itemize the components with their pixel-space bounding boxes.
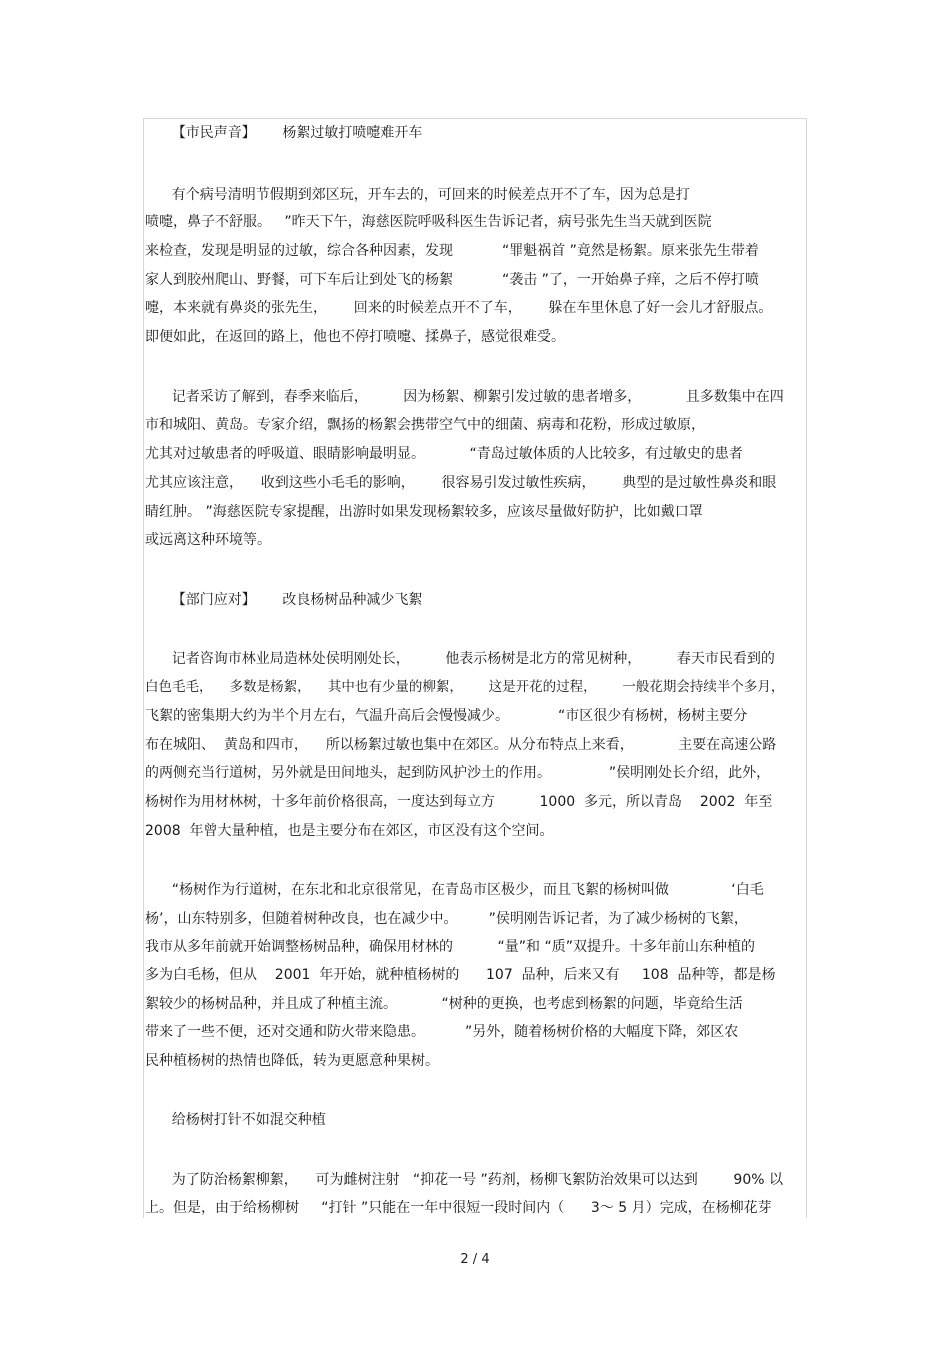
- text-line: 来检查，发现是明显的过敏，综合各种因素，发现 “罪魁祸首 ”竟然是杨絮。原来张先生带着: [145, 243, 759, 259]
- text-line: 民种植杨树的热情也降低，转为更愿意种果树。: [145, 1053, 439, 1069]
- text-line: 有个病号清明节假期到郊区玩，开车去的，可回来的时候差点开不了车，因为总是打: [145, 187, 690, 203]
- text-line: 飞絮的密集期大约为半个月左右，气温升高后会慢慢减少。 “市区很少有杨树，杨树主要分: [145, 708, 748, 724]
- text-line: 喷嚏，鼻子不舒服。 ”昨天下午，海慈医院呼吸科医生告诉记者，病号张先生当天就到医院: [145, 214, 712, 230]
- text-line: “杨树作为行道树，在东北和北京很常见，在青岛市区极少，而且飞絮的杨树叫做 ‘白毛: [145, 882, 764, 898]
- text-line: 即便如此，在返回的路上，他也不停打喷嚏、揉鼻子，感觉很难受。: [145, 329, 565, 345]
- text-line: 给杨树打针不如混交种植: [145, 1112, 326, 1128]
- text-line: 嚏，本来就有鼻炎的张先生， 回来的时候差点开不了车， 躲在车里休息了好一会儿才舒服点。: [145, 300, 773, 316]
- text-line: 家人到胶州爬山、野餐，可下车后让到处飞的杨絮 “袭击 ”了，一开始鼻子痒，之后不停打喷: [145, 272, 759, 288]
- text-line: 记者咨询市林业局造林处侯明刚处长， 他表示杨树是北方的常见树种， 春天市民看到的: [145, 651, 775, 667]
- text-line: 市和城阳、黄岛。专家介绍，飘扬的杨絮会携带空气中的细菌、病毒和花粉，形成过敏原，: [145, 417, 705, 433]
- text-line: 带来了一些不便，还对交通和防火带来隐患。 ”另外，随着杨树价格的大幅度下降，郊区农: [145, 1024, 739, 1040]
- text-line: 的两侧充当行道树，另外就是田间地头，起到防风护沙土的作用。 ”侯明刚处长介绍，此外，: [145, 765, 771, 781]
- text-line: 记者采访了解到，春季来临后， 因为杨絮、柳絮引发过敏的患者增多， 且多数集中在四: [145, 389, 784, 405]
- text-line: 上。但是，由于给杨柳树 “打针 ”只能在一年中很短一段时间内（ 3～ 5 月）完成，在杨柳花芽: [145, 1200, 772, 1216]
- text-line: 尤其对过敏患者的呼吸道、眼睛影响最明显。 “青岛过敏体质的人比较多，有过敏史的患者: [145, 446, 743, 462]
- page-number: 2 / 4: [460, 1252, 490, 1267]
- text-line: 絮较少的杨树品种，并且成了种植主流。 “树种的更换，也考虑到杨絮的问题，毕竟给生活: [145, 996, 743, 1012]
- text-line: 为了防治杨絮柳絮， 可为雌树注射 “抑花一号 ”药剂，杨柳飞絮防治效果可以达到 90% 以: [145, 1172, 783, 1188]
- text-line: 2008 年曾大量种植，也是主要分布在郊区，市区没有这个空间。: [145, 823, 554, 839]
- text-line: 杨’，山东特别多，但随着树种改良，也在减少中。 ”侯明刚告诉记者，为了减少杨树的飞絮，: [145, 911, 748, 927]
- text-line: 白色毛毛， 多数是杨絮， 其中也有少量的柳絮， 这是开花的过程， 一般花期会持续半个多月，: [145, 679, 785, 695]
- text-line: 布在城阳、 黄岛和四市， 所以杨絮过敏也集中在郊区。从分布特点上来看， 主要在高速公路: [145, 737, 777, 753]
- text-line: 睛红肿。 ”海慈医院专家提醒，出游时如果发现杨絮较多，应该尽量做好防护，比如戴口罩: [145, 504, 703, 520]
- text-line: 多为白毛杨，但从 2001 年开始，就种植杨树的 107 品种，后来又有 108 品种等，都是杨: [145, 967, 776, 983]
- text-line: 尤其应该注意， 收到这些小毛毛的影响， 很容易引发过敏性疾病， 典型的是过敏性鼻炎和眼: [145, 475, 777, 491]
- text-line: 我市从多年前就开始调整杨树品种，确保用材林的 “量”和 “质”双提升。十多年前山东种植的: [145, 939, 755, 955]
- text-line: 【市民声音】 杨絮过敏打喷嚏难开车: [145, 125, 423, 141]
- text-line: 或远离这种环境等。: [145, 532, 271, 548]
- text-line: 【部门应对】 改良杨树品种减少飞絮: [145, 592, 423, 608]
- text-line: 杨树作为用材林树，十多年前价格很高，一度达到每立方 1000 多元，所以青岛 2002 年至: [145, 794, 773, 810]
